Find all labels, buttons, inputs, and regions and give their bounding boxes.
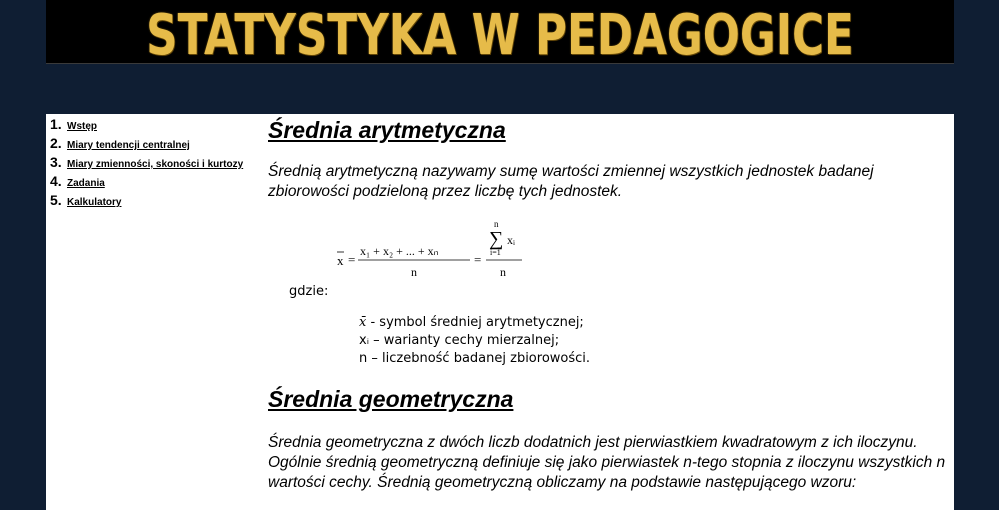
legend-text: – liczebność badanej zbiorowości. [367,351,591,366]
formula-eq-1: = [348,252,356,267]
nav-number: 5. [50,192,62,208]
sum-term: xᵢ [507,233,515,247]
legend-symbol: n [359,351,368,366]
arithmetic-mean-formula [336,218,536,284]
nav-link-miary-tendencji[interactable]: Miary tendencji centralnej [67,140,190,151]
heading-arithmetic-mean: Średnia arytmetyczna [268,117,506,143]
formula-lhs: x [337,253,344,268]
legend-text: – warianty cechy mierzalnej; [369,333,560,348]
formula-denominator-1: n [411,265,417,279]
site-banner [46,0,954,68]
heading-geometric-mean: Średnia geometryczna [268,386,514,412]
formula-graphic [336,218,556,284]
nav-link-miary-zmiennosci[interactable]: Miary zmienności, skoności i kurtozy [67,159,244,170]
legend-item [359,332,590,350]
legend-item [359,350,590,368]
nav-number: 3. [50,154,62,170]
formula-denominator-2: n [500,265,506,279]
sum-upper-limit: n [494,219,499,229]
nav-number: 2. [50,135,62,151]
paragraph-geometric-mean: Średnia geometryczna z dwóch liczb dodatnich jest pierwiastkiem kwadratowym z ich iloczynu. Ogólnie średnią geometryczną definiuje się jako pierwiastek n-tego stopnia z iloczynu wszystkich n wartości cechy. Średnią geometryczną obliczamy na podstawie następującego wzoru: [268,434,946,491]
sidebar-nav [50,116,255,211]
sum-lower-limit: i=1 [490,248,501,257]
nav-number: 4. [50,173,62,189]
formula-legend [359,314,590,368]
legend-symbol: xᵢ [359,333,370,348]
legend-text: - symbol średniej arytmetycznej; [366,315,584,330]
formula-eq-2: = [474,252,482,267]
nav-item-wstep [50,116,255,135]
nav-item-zadania [50,173,255,192]
nav-link-kalkulatory[interactable]: Kalkulatory [67,197,122,208]
site-title-logo: STATYSTYKA W PEDAGOGICE [146,3,854,68]
nav-item-miary-zmiennosci [50,154,255,173]
legend-item [359,314,590,332]
nav-item-kalkulatory [50,192,255,211]
paragraph-arithmetic-mean: Średnią arytmetyczną nazywamy sumę wartości zmiennej wszystkich jednostek badanej zbiorowości podzieloną przez liczbę tych jednostek. [268,163,874,200]
nav-link-wstep[interactable]: Wstęp [67,121,97,132]
legend-symbol: x̄ [359,315,367,330]
formula-numerator: x₁ + x₂ + ... + xₙ [360,244,439,258]
nav-item-miary-tendencji [50,135,255,154]
sigma-icon: ∑ [489,228,504,250]
nav-link-zadania[interactable]: Zadania [67,178,105,189]
where-label: gdzie: [289,284,329,299]
page-container [46,114,954,510]
nav-number: 1. [50,116,62,132]
